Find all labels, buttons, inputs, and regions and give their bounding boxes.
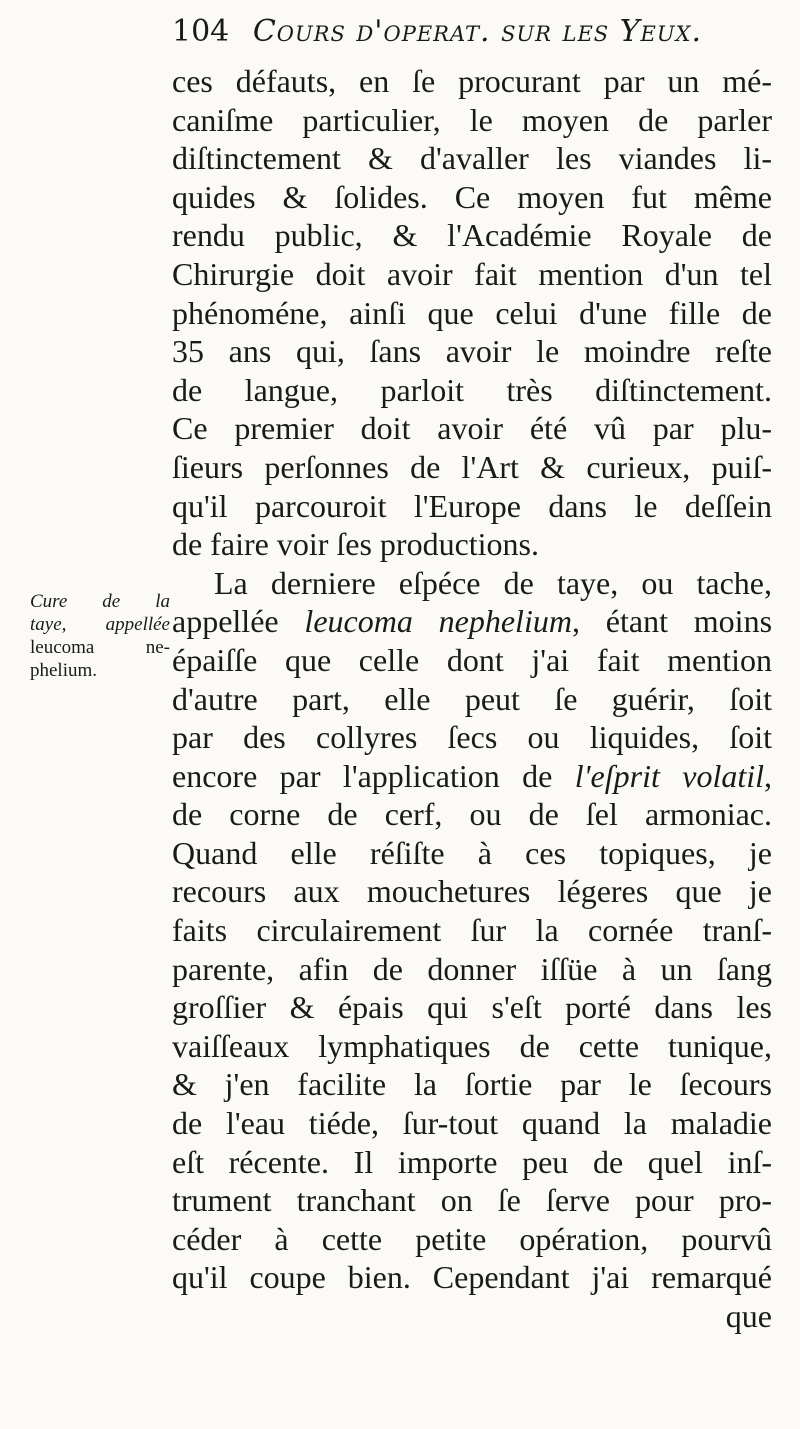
text-line: diſtinctement & d'avaller les viandes li-: [172, 140, 772, 177]
text-line: caniſme particulier, le moyen de parler: [172, 101, 772, 138]
text-line: quides & ſolides. Ce moyen fut même: [172, 178, 772, 215]
text-line: par des collyres ſecs ou liquides, ſoit: [172, 719, 772, 756]
paragraph-start-line: La derniere eſpéce de taye, ou tache,: [214, 564, 772, 601]
text-line: de corne de cerf, ou de ſel armoniac.: [172, 796, 772, 833]
text-segment: encore par l'application de: [172, 757, 575, 794]
text-line: phénoméne, ainſi que celui d'une fille de: [172, 294, 772, 331]
text-line: recours aux mouchetures légeres que je: [172, 873, 772, 910]
body-text: [172, 62, 772, 1336]
text-line: d'autre part, elle peut ſe guérir, ſoit: [172, 680, 772, 717]
italic-term: leucoma nephelium: [304, 603, 572, 640]
italic-term: l'eſprit volatil: [574, 757, 765, 794]
text-line: Quand elle réſiſte à ces topiques, je: [172, 834, 772, 871]
text-line: [172, 602, 772, 641]
text-line: épaiſſe que celle dont j'ai fait mention: [172, 641, 772, 678]
marginal-note: [30, 590, 170, 682]
margin-note-line: leucoma ne-: [30, 637, 170, 658]
text-segment: appellée: [172, 603, 305, 640]
catchword: que: [725, 1298, 772, 1334]
text-line: qu'il parcouroit l'Europe dans le deſſein: [172, 487, 772, 524]
text-line: Chirurgie doit avoir fait mention d'un tel: [172, 255, 772, 292]
text-line: parente, afin de donner iſſüe à un ſang: [172, 950, 772, 987]
text-line: céder à cette petite opération, pourvû: [172, 1220, 772, 1257]
text-line: vaiſſeaux lymphatiques de cette tunique,: [172, 1027, 772, 1064]
text-line: ces défauts, en ſe procurant par un mé-: [172, 63, 772, 99]
page-number: 104: [172, 14, 230, 49]
text-line: de langue, parloit très diſtinctement.: [172, 371, 772, 408]
margin-note-line: Cure de la: [30, 591, 170, 612]
margin-note-line: taye, appellée: [30, 614, 170, 635]
text-line: faits circulairement ſur la cornée tranſ-: [172, 912, 772, 949]
margin-note-line: phelium.: [30, 660, 98, 681]
running-header: [172, 14, 772, 49]
running-title: Cours d'operat. sur les Yeux.: [252, 14, 703, 49]
text-line: & j'en facilite la ſortie par le ſecours: [172, 1066, 772, 1103]
text-segment: ,: [764, 757, 773, 794]
text-line: 35 ans qui, ſans avoir le moindre reſte: [172, 333, 772, 370]
text-line: rendu public, & l'Académie Royale de: [172, 217, 772, 254]
text-line: Ce premier doit avoir été vû par plu-: [172, 410, 772, 447]
text-line: de l'eau tiéde, ſur-tout quand la maladie: [172, 1105, 772, 1142]
text-line: ſieurs perſonnes de l'Art & curieux, puiſ-: [172, 448, 772, 485]
text-line: [172, 757, 772, 796]
text-line: eſt récente. Il importe peu de quel inſ-: [172, 1143, 772, 1180]
text-line: qu'il coupe bien. Cependant j'ai remarqué: [172, 1259, 772, 1296]
text-segment: , étant moins: [571, 603, 773, 640]
text-line: de faire voir ſes productions.: [172, 526, 539, 563]
text-line: groſſier & épais qui s'eſt porté dans les: [172, 989, 772, 1026]
text-line: trument tranchant on ſe ſerve pour pro-: [172, 1182, 772, 1219]
